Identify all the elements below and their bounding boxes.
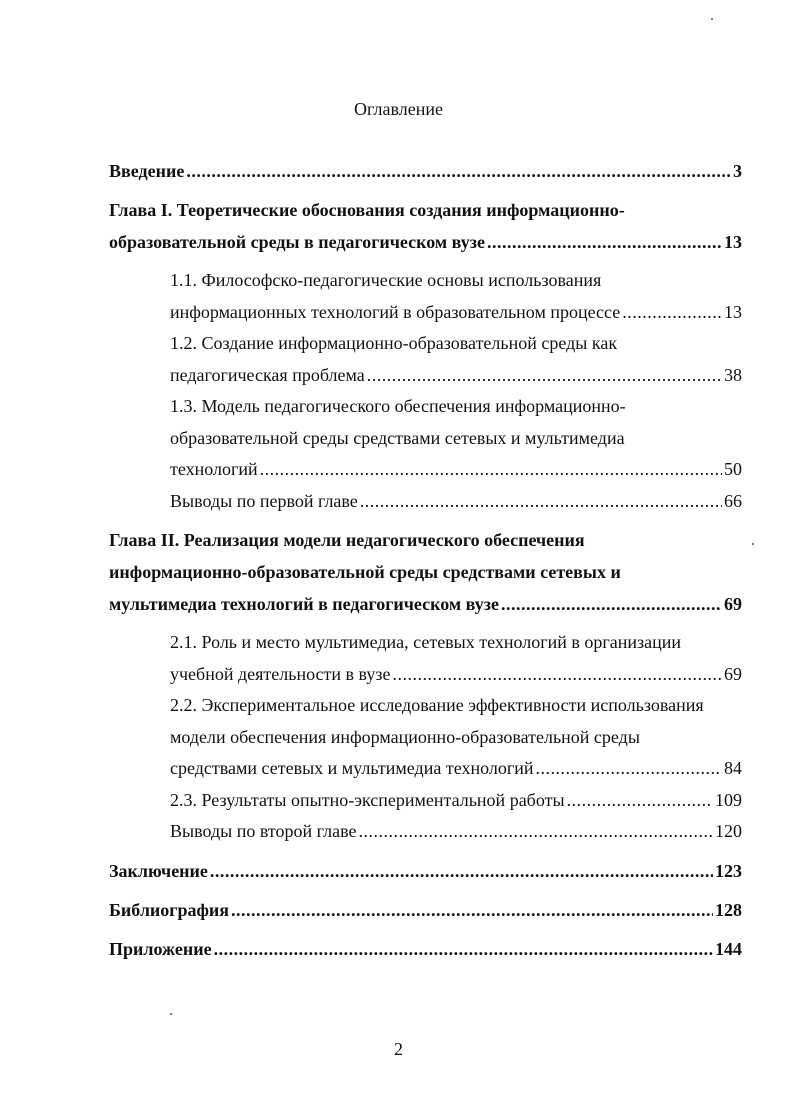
toc-entry-conclusion[interactable] — [109, 855, 742, 887]
toc-entry-title: Заключение — [109, 860, 208, 881]
dot-leader — [358, 816, 713, 848]
page-title: Оглавление — [354, 99, 443, 119]
toc-entry-title: средствами сетевых и мультимедиа технологий — [170, 758, 534, 778]
toc-entry-introduction[interactable] — [109, 155, 742, 187]
toc-entry-page: 38 — [724, 364, 742, 385]
dot-leader — [360, 486, 722, 518]
toc-entry-chapter-1[interactable] — [109, 194, 742, 258]
toc-entry-title: учебной деятельности в вузе — [170, 663, 391, 684]
scan-speck — [711, 18, 713, 20]
toc-entry-title-line: модели обеспечения информационно-образовательной среды — [170, 726, 640, 747]
toc-entry-title: Выводы по второй главе — [170, 821, 357, 841]
toc-entry-title-line: Глава II. Реализация модели недагогического обеспечения — [109, 530, 585, 550]
toc-entry-title-line: Глава I. Теоретические обоснования создания информационно- — [109, 200, 625, 220]
toc-entry-title: Библиография — [109, 899, 230, 920]
toc-entry-title: педагогическая проблема — [170, 364, 365, 385]
toc-entry-page: 3 — [733, 161, 742, 181]
toc-entry-page: 66 — [724, 490, 742, 511]
toc-entry-section-1-2[interactable] — [109, 328, 742, 391]
dot-leader — [487, 226, 722, 258]
toc-entry-conclusions-chapter-2[interactable] — [109, 816, 742, 848]
toc-entry-chapter-2[interactable] — [109, 524, 742, 620]
toc-entry-title-line: информационно-образовательной среды средствами сетевых и — [109, 562, 621, 582]
toc-entry-title: Введение — [109, 161, 185, 181]
toc-entry-page: 84 — [724, 758, 742, 778]
dot-leader — [210, 855, 713, 887]
toc-entry-title-line: 1.1. Философско-педагогические основы использования — [170, 270, 602, 290]
toc-entry-page: 120 — [715, 821, 742, 841]
toc-entry-page: 69 — [724, 594, 742, 614]
dot-leader — [393, 659, 723, 691]
toc-entry-section-2-3[interactable] — [109, 785, 742, 817]
toc-entry-title-line: 2.2. Экспериментальное исследование эффективности использования — [170, 695, 704, 715]
toc-entry-section-2-2[interactable] — [109, 690, 742, 785]
scan-speck — [752, 543, 754, 545]
toc-entry-title-line: 2.1. Роль и место мультимедиа, сетевых технологий в организации — [170, 632, 682, 652]
toc-entry-bibliography[interactable] — [109, 894, 742, 926]
toc-entry-title: технологий — [170, 459, 258, 479]
toc-entry-page: 128 — [715, 899, 742, 920]
toc-entry-title-line: образовательной среды средствами сетевых и мультимедиа — [170, 427, 625, 448]
scan-speck — [170, 1013, 172, 1015]
toc-entry-title: информационных технологий в образовательном процессе — [170, 301, 621, 322]
toc-entry-title: Приложение — [109, 938, 212, 959]
toc-entry-page: 13 — [724, 301, 742, 322]
page-number: 2 — [394, 1039, 403, 1059]
dot-leader — [567, 785, 713, 817]
toc-entry-page: 144 — [715, 938, 742, 959]
dot-leader — [260, 454, 722, 486]
toc-entry-page: 123 — [715, 860, 742, 881]
toc-entry-page: 13 — [724, 232, 742, 252]
toc-entry-title-line: 1.2. Создание информационно-образовательной среды как — [170, 333, 618, 353]
toc-entry-title: Выводы по первой главе — [170, 490, 358, 511]
toc-entry-page: 109 — [715, 789, 742, 810]
dot-leader — [535, 753, 722, 785]
toc-entry-title-line: 1.3. Модель педагогического обеспечения информационно- — [170, 396, 626, 416]
toc-entry-title: 2.3. Результаты опытно-экспериментальной работы — [170, 789, 565, 810]
toc-entry-title: мультимедиа технологий в педагогическом вузе — [109, 594, 500, 614]
toc-entry-section-2-1[interactable] — [109, 627, 742, 690]
toc-entry-conclusions-chapter-1[interactable] — [109, 486, 742, 518]
dot-leader — [622, 297, 722, 329]
toc-entry-section-1-3[interactable] — [109, 391, 742, 486]
toc-entry-page: 69 — [724, 663, 742, 684]
dot-leader — [367, 360, 722, 392]
table-of-contents — [109, 155, 742, 965]
dot-leader — [501, 588, 722, 620]
toc-entry-page: 50 — [724, 459, 742, 479]
dot-leader — [214, 933, 713, 965]
dot-leader — [186, 155, 731, 187]
toc-entry-section-1-1[interactable] — [109, 265, 742, 328]
toc-entry-title: образовательной среды в педагогическом вузе — [109, 232, 485, 252]
dot-leader — [231, 894, 713, 926]
toc-entry-appendix[interactable] — [109, 933, 742, 965]
